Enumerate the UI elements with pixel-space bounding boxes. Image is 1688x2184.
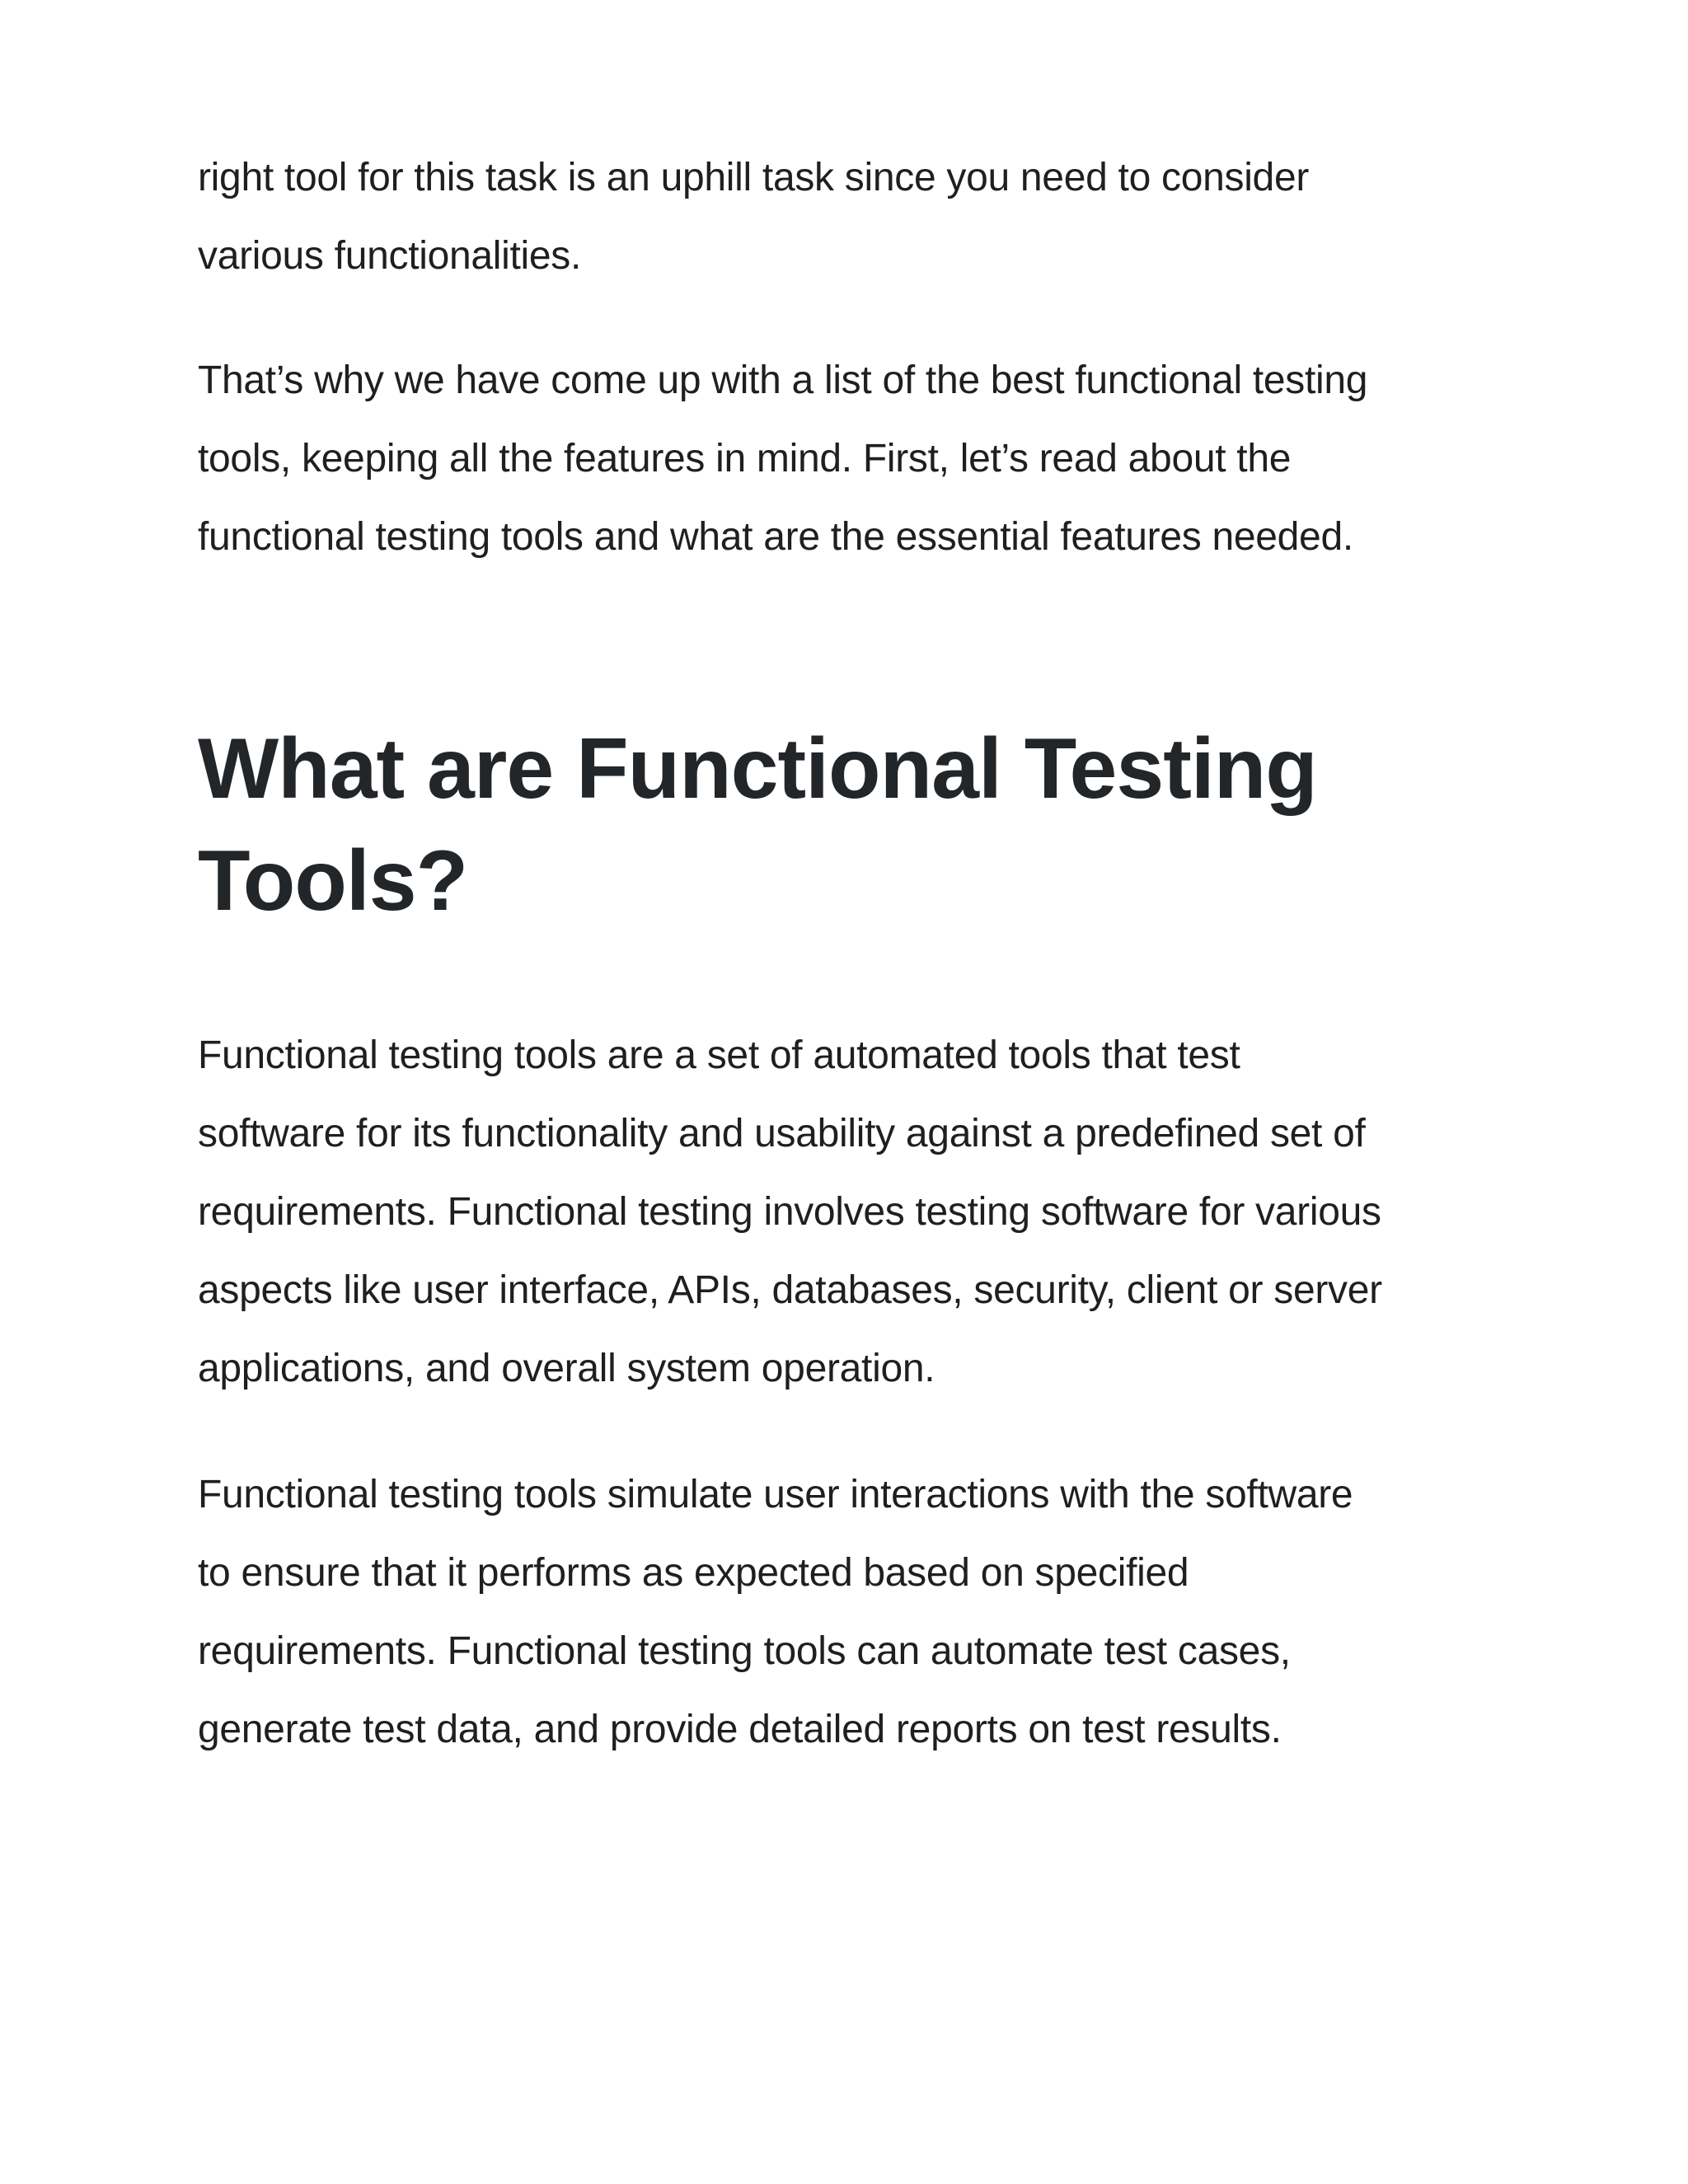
simulation-paragraph xyxy=(198,1455,1517,1769)
heading-line: What are Functional Testing xyxy=(198,721,1317,817)
intro-paragraph-continued xyxy=(198,138,1517,295)
text-line: requirements. Functional testing involves testing software for various xyxy=(198,1190,1381,1234)
text-line: That’s why we have come up with a list of the best functional testing xyxy=(198,359,1368,402)
text-line: generate test data, and provide detailed reports on test results. xyxy=(198,1708,1282,1751)
section-heading xyxy=(198,713,1517,937)
text-line: various functionalities. xyxy=(198,234,582,278)
text-line: to ensure that it performs as expected based on specified xyxy=(198,1551,1189,1595)
text-line: Functional testing tools are a set of automated tools that test xyxy=(198,1033,1240,1077)
document-page xyxy=(198,138,1517,1769)
text-line: applications, and overall system operation. xyxy=(198,1347,935,1390)
intro-paragraph xyxy=(198,341,1517,576)
text-line: Functional testing tools simulate user interactions with the software xyxy=(198,1473,1353,1516)
heading-line: Tools? xyxy=(198,833,468,929)
definition-paragraph xyxy=(198,1016,1517,1408)
text-line: functional testing tools and what are the essential features needed. xyxy=(198,515,1353,559)
text-line: right tool for this task is an uphill task since you need to consider xyxy=(198,156,1310,199)
text-line: requirements. Functional testing tools can automate test cases, xyxy=(198,1629,1291,1673)
text-line: software for its functionality and usability against a predefined set of xyxy=(198,1112,1366,1155)
text-line: tools, keeping all the features in mind. First, let’s read about the xyxy=(198,437,1292,480)
text-line: aspects like user interface, APIs, databases, security, client or server xyxy=(198,1268,1382,1312)
